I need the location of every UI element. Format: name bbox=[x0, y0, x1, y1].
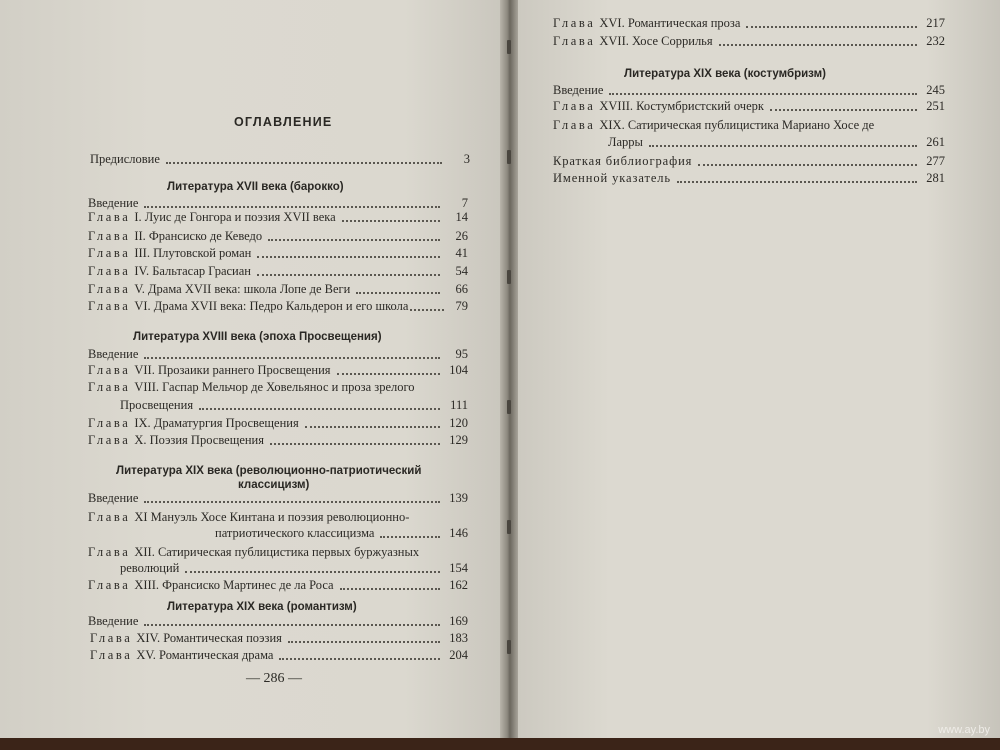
toc-entry-name-index: Именной указатель 281 bbox=[553, 171, 945, 185]
book-gutter bbox=[500, 0, 518, 750]
section-heading-19c-romanticism: Литература XIX века (романтизм) bbox=[167, 601, 357, 613]
toc-entry-ch1: Глава I. Луис де Гонгора и поэзия XVII века 14 bbox=[88, 210, 468, 224]
toc-entry-ch8-line2: Просвещения 111 bbox=[120, 398, 468, 412]
toc-entry-ch13: Глава XIII. Франсиско Мартинес де ла Роса 162 bbox=[88, 578, 468, 592]
section-heading-18c: Литература XVIII века (эпоха Просвещения) bbox=[133, 331, 382, 343]
toc-entry-ch19-line2: Ларры 261 bbox=[608, 135, 945, 149]
section-heading-19c-classicism-line1: Литература XIX века (революционно-патриотический bbox=[116, 465, 422, 477]
toc-entry-ch10: Глава X. Поэзия Просвещения 129 bbox=[88, 433, 468, 447]
section-heading-19c-costumbrism: Литература XIX века (костумбризм) bbox=[624, 68, 826, 80]
toc-entry-ch6: Глава VI. Драма XVII века: Педро Кальдерон и его школа 79 bbox=[88, 299, 468, 313]
toc-entry-19c-romanticism-intro: Введение 169 bbox=[88, 614, 468, 628]
toc-entry-ch3: Глава III. Плутовской роман 41 bbox=[88, 246, 468, 260]
toc-entry-preface: Предисловие 3 bbox=[90, 152, 470, 166]
toc-entry-19c-classicism-intro: Введение 139 bbox=[88, 491, 468, 505]
toc-entry-ch15: Глава XV. Романтическая драма 204 bbox=[90, 648, 468, 662]
toc-entry-ch11-line1: Глава XI Мануэль Хосе Кинтана и поэзия революционно- bbox=[88, 510, 410, 524]
toc-entry-17c-intro: Введение 7 bbox=[88, 196, 468, 210]
toc-entry-ch17: Глава XVII. Хосе Соррилья 232 bbox=[553, 34, 945, 48]
toc-entry-ch14: Глава XIV. Романтическая поэзия 183 bbox=[90, 631, 468, 645]
toc-entry-ch11-line2: патриотического классицизма 146 bbox=[215, 526, 468, 540]
toc-entry-ch8-line1: Глава VIII. Гаспар Мельчор де Ховельянос и проза зрелого bbox=[88, 380, 415, 394]
toc-entry-18c-intro: Введение 95 bbox=[88, 347, 468, 361]
toc-entry-ch12-line1: Глава XII. Сатирическая публицистика первых буржуазных bbox=[88, 545, 420, 559]
toc-entry-ch16: Глава XVI. Романтическая проза 217 bbox=[553, 16, 945, 30]
toc-entry-ch5: Глава V. Драма XVII века: школа Лопе де Веги 66 bbox=[88, 282, 468, 296]
site-watermark: www.ay.by bbox=[938, 724, 990, 736]
toc-entry-ch2: Глава II. Франсиско де Кеведо 26 bbox=[88, 229, 468, 243]
toc-entry-ch18: Глава XVIII. Костумбристский очерк 251 bbox=[553, 99, 945, 113]
toc-entry-ch7: Глава VII. Прозаики раннего Просвещения 104 bbox=[88, 363, 468, 377]
toc-entry-ch4: Глава IV. Бальтасар Грасиан 54 bbox=[88, 264, 468, 278]
page-number: — 286 — bbox=[246, 671, 302, 686]
section-heading-19c-classicism-line2: классицизм) bbox=[238, 479, 310, 491]
toc-entry-ch19-line1: Глава XIX. Сатирическая публицистика Мариано Хосе де bbox=[553, 118, 875, 132]
toc-heading: ОГЛАВЛЕНИЕ bbox=[234, 115, 333, 129]
book-cover-edge bbox=[0, 738, 1000, 750]
toc-entry-ch12-line2: революций 154 bbox=[120, 561, 468, 575]
section-heading-17c: Литература XVII века (барокко) bbox=[167, 181, 344, 193]
toc-entry-bibliography: Краткая библиография 277 bbox=[553, 154, 945, 168]
toc-entry-19c-costumbrism-intro: Введение 245 bbox=[553, 83, 945, 97]
toc-entry-ch9: Глава IX. Драматургия Просвещения 120 bbox=[88, 416, 468, 430]
